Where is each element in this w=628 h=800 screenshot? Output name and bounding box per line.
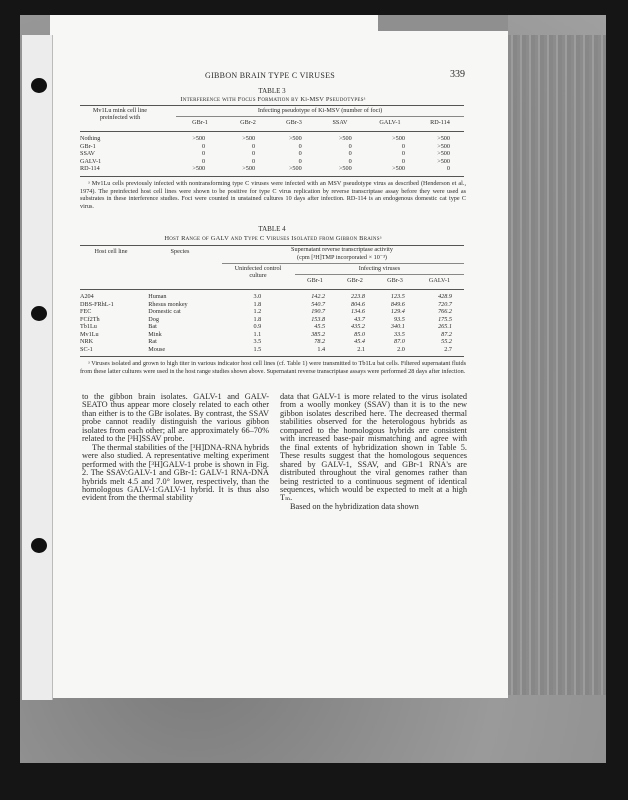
virus-value: 55.2 bbox=[441, 338, 452, 345]
punch-hole bbox=[31, 538, 47, 553]
footnote-text: ᵃ Mv1Lu cells previously infected with nontransforming type C viruses were infected with an MSV pseudotype virus as described (Henderson et al., 1974). The preinfected host cell lines were shown to be positive for type C virus replication by reverse transcriptase assay before they were used as substrates in these interference studies. Foci were counted in unstained cultures 10 days after infection. RD-114 is an endogenous domestic cat type C virus. bbox=[80, 180, 466, 210]
control-value: 3.0 bbox=[253, 293, 262, 300]
host-cell-line: SC-1 bbox=[80, 345, 93, 353]
table3-group-header: Infecting pseudotype of Ki-MSV (number of foci) bbox=[257, 107, 383, 114]
virus-value: 123.5 bbox=[390, 293, 405, 300]
virus-value: 129.4 bbox=[390, 308, 405, 315]
control-value: 1.8 bbox=[253, 315, 262, 323]
table-rule bbox=[80, 289, 464, 290]
table-cell: >500 bbox=[338, 135, 352, 142]
table-cell: 0 bbox=[202, 157, 206, 165]
table-cell: 0 bbox=[348, 142, 352, 150]
virus-value: 2.0 bbox=[397, 345, 405, 353]
punch-hole bbox=[31, 306, 47, 321]
table-cell: >500 bbox=[437, 135, 450, 142]
table-row bbox=[80, 135, 458, 143]
host-cell-line: FEC bbox=[80, 308, 92, 315]
virus-value: 93.5 bbox=[394, 315, 405, 323]
species: Mouse bbox=[148, 345, 166, 353]
host-cell-line: NRK bbox=[80, 338, 94, 345]
control-value: 1.1 bbox=[253, 330, 262, 338]
row-label: RD-114 bbox=[80, 165, 100, 172]
paragraph: The thermal stabilities of the [³H]DNA-RNA hybrids were also studied. A representative melting experiment performed with the [³H]GALV-1 probe is shown in Fig. 2. The SSAV:GALV-1 and GBr-1: GALV-1 RNA-DNA hybrids melt 4.5 and 7.0° lower, respectively, than the homologous GALV-1:GALV-1 hybrid. It is thus also evident from the thermal stability bbox=[82, 442, 269, 503]
table4-species-header: Species bbox=[170, 248, 190, 255]
control-value: 1.8 bbox=[253, 300, 262, 308]
punch-hole bbox=[31, 78, 47, 93]
table-cell: >500 bbox=[242, 165, 256, 172]
control-value: 1.2 bbox=[253, 308, 262, 315]
virus-value: 87.2 bbox=[441, 330, 452, 338]
table-cell: 0 bbox=[298, 142, 302, 150]
table4-title: Host Range of GALV and Type C Viruses Isolated from Gibbon Brainsᵃ bbox=[164, 235, 382, 242]
table4-infecting-header: Infecting viruses bbox=[358, 265, 401, 272]
table3-label: TABLE 3 bbox=[258, 87, 286, 95]
table-cell: 0 bbox=[348, 150, 352, 157]
paragraph: data that GALV-1 is more related to the virus isolated from a woolly monkey (SSAV) than it is to the new gibbon isolates described here. The decreased thermal stabilities observed for the heterologous hybrids as compared to the homologous hybrids are consistent with increased base-pair mismatching and agree with the final extents of hybridization shown in Table 5. These results suggest that the homologous sequences shared by GALV-1, SSAV, and GBr-1 RNA's are distributed throughout the viral genomes rather than being restricted to a continuous segment of identical sequences, which would be expected to melt at a high Tₘ. bbox=[280, 392, 467, 503]
table-row bbox=[80, 158, 458, 166]
virus-value: 428.9 bbox=[438, 293, 452, 300]
virus-value: 540.7 bbox=[311, 300, 326, 308]
table-cell: >500 bbox=[338, 165, 352, 172]
column-header: SSAV bbox=[332, 119, 348, 126]
virus-value: 340.1 bbox=[390, 323, 405, 330]
table-row bbox=[80, 293, 458, 301]
table-rule bbox=[176, 116, 464, 117]
species: Bat bbox=[148, 323, 157, 330]
table-cell: 0 bbox=[251, 142, 256, 150]
table4-column-headers bbox=[295, 278, 464, 285]
control-value: 0.9 bbox=[253, 323, 262, 330]
table-row bbox=[80, 338, 458, 346]
host-cell-line: Tb1Lu bbox=[80, 323, 97, 330]
table-cell: >500 bbox=[242, 135, 256, 142]
table-row bbox=[80, 301, 458, 309]
virus-value: 134.6 bbox=[351, 308, 365, 315]
table-cell: 0 bbox=[298, 157, 302, 165]
table-cell: >500 bbox=[392, 135, 405, 142]
column-header: GBr-3 bbox=[286, 119, 302, 126]
table-cell: >500 bbox=[192, 135, 206, 142]
virus-value: 1.4 bbox=[317, 345, 326, 353]
table-row bbox=[80, 165, 458, 173]
footnote-text: ᵃ Viruses isolated and grown to high titer in various indicator host cell lines (cf. Table 1) were transmitted to Tb1Lu bat cells. Filtered supernatant fluids from these latter cultures were used in the host range studies shown above. Supernatant reverse transcriptase assays were performed 28 days after infection. bbox=[80, 360, 466, 375]
virus-value: 385.2 bbox=[311, 330, 326, 338]
species: Domestic cat bbox=[148, 308, 181, 315]
table3-column-headers bbox=[176, 120, 464, 127]
virus-value: 45.5 bbox=[314, 323, 326, 330]
table-cell: >500 bbox=[437, 157, 450, 165]
table3-footnote bbox=[80, 180, 466, 210]
table4-label: TABLE 4 bbox=[258, 225, 286, 233]
virus-value: 223.8 bbox=[351, 293, 365, 300]
virus-value: 804.6 bbox=[351, 300, 365, 308]
virus-value: 45.4 bbox=[354, 338, 365, 345]
paragraph: Based on the hybridization data shown bbox=[290, 501, 419, 511]
table-rule bbox=[80, 245, 464, 246]
table-cell: 0 bbox=[251, 150, 256, 157]
table-cell: >500 bbox=[192, 165, 206, 172]
column-header: GBr-3 bbox=[387, 277, 403, 284]
species: Rhesus monkey bbox=[148, 300, 188, 308]
table4-body bbox=[80, 293, 458, 353]
virus-value: 43.7 bbox=[354, 315, 365, 323]
species: Dog bbox=[148, 315, 159, 323]
row-label: SSAV bbox=[80, 150, 96, 157]
control-value: 3.5 bbox=[253, 338, 262, 345]
table-rule bbox=[222, 263, 464, 264]
table-cell: >500 bbox=[288, 135, 302, 142]
control-value: 1.5 bbox=[253, 345, 262, 353]
virus-value: 849.6 bbox=[390, 300, 405, 308]
species: Mink bbox=[148, 330, 162, 338]
virus-value: 78.2 bbox=[314, 338, 326, 345]
column-header: GALV-1 bbox=[379, 119, 401, 126]
table-cell: >500 bbox=[437, 142, 450, 150]
table4-group-header-1: Supernatant reverse transcriptase activity bbox=[291, 246, 393, 253]
table-cell: 0 bbox=[202, 150, 206, 157]
table-cell: 0 bbox=[446, 165, 450, 172]
virus-value: 33.5 bbox=[394, 330, 405, 338]
table-row bbox=[80, 150, 458, 158]
virus-value: 2.7 bbox=[444, 345, 452, 353]
body-column-right bbox=[280, 393, 467, 511]
page-number: 339 bbox=[450, 69, 465, 80]
virus-value: 175.5 bbox=[438, 315, 452, 323]
table-rule bbox=[80, 176, 464, 177]
host-cell-line: Mv1Lu bbox=[80, 330, 99, 338]
table-row bbox=[80, 143, 458, 151]
row-label: Nothing bbox=[80, 135, 101, 142]
scan-backing-texture bbox=[508, 35, 606, 695]
table-cell: 0 bbox=[401, 157, 405, 165]
table-cell: 0 bbox=[251, 157, 256, 165]
virus-value: 153.8 bbox=[311, 315, 326, 323]
column-header: RD-114 bbox=[430, 119, 450, 126]
table-row bbox=[80, 316, 458, 324]
table4-uninfected-header: Uninfected control culture bbox=[234, 265, 282, 279]
body-column-left bbox=[82, 393, 269, 503]
table-cell: 0 bbox=[202, 142, 206, 150]
table3-title: Interference with Focus Formation by Ki-MSV Pseudotypesᵃ bbox=[180, 96, 366, 103]
running-title: GIBBON BRAIN TYPE C VIRUSES bbox=[205, 71, 336, 80]
table-cell: >500 bbox=[288, 165, 302, 172]
virus-value: 435.2 bbox=[351, 323, 365, 330]
table-rule bbox=[80, 105, 464, 106]
table3-row-header: Mv1Lu mink cell line preinfected with bbox=[92, 107, 148, 121]
column-header: GBr-1 bbox=[192, 119, 208, 126]
table-cell: >500 bbox=[392, 165, 405, 172]
virus-value: 87.0 bbox=[394, 338, 405, 345]
column-header: GBr-2 bbox=[347, 277, 363, 284]
table-row bbox=[80, 323, 458, 331]
column-header: GBr-2 bbox=[240, 119, 256, 126]
virus-value: 720.7 bbox=[438, 300, 452, 308]
virus-value: 85.0 bbox=[354, 330, 365, 338]
virus-value: 766.2 bbox=[438, 308, 452, 315]
row-label: GBr-1 bbox=[80, 142, 96, 150]
table-rule bbox=[295, 274, 464, 275]
table-rule bbox=[80, 356, 464, 357]
table-cell: 0 bbox=[348, 157, 352, 165]
paragraph: to the gibbon brain isolates. GALV-1 and GALV-SEATO thus appear more closely related to each other than either is to the GBr isolates. By contrast, the SSAV probe cannot readily distinguish the various gibbon isolates from each other; all are approximately 66–70% related to the [³H]SSAV probe. bbox=[82, 392, 269, 444]
host-cell-line: DBS-FRhL-1 bbox=[80, 300, 114, 308]
scan-backing-corner bbox=[378, 15, 508, 31]
table-rule bbox=[80, 131, 464, 132]
column-header: GBr-1 bbox=[307, 277, 323, 284]
table-row bbox=[80, 346, 458, 354]
table-cell: >500 bbox=[437, 150, 450, 157]
table4-footnote bbox=[80, 360, 466, 375]
table-row bbox=[80, 331, 458, 339]
table-cell: 0 bbox=[401, 142, 405, 150]
table4-group-header-2: (cpm [³H]TMP incorporated × 10⁻³) bbox=[297, 253, 387, 261]
table-cell: 0 bbox=[298, 150, 302, 157]
table-cell: 0 bbox=[401, 150, 405, 157]
host-cell-line: A204 bbox=[80, 293, 94, 300]
species: Rat bbox=[148, 338, 157, 345]
row-label: GALV-1 bbox=[80, 157, 102, 165]
virus-value: 190.7 bbox=[311, 308, 326, 315]
species: Human bbox=[148, 293, 167, 300]
virus-value: 265.1 bbox=[438, 323, 452, 330]
table3-body bbox=[80, 135, 458, 173]
virus-value: 142.2 bbox=[311, 293, 326, 300]
table-row bbox=[80, 308, 458, 316]
column-header: GALV-1 bbox=[428, 277, 451, 284]
table4-host-header: Host cell line bbox=[94, 248, 128, 255]
host-cell-line: FCf2Th bbox=[80, 315, 100, 323]
virus-value: 2.1 bbox=[357, 345, 365, 353]
binder-strip bbox=[22, 35, 53, 700]
